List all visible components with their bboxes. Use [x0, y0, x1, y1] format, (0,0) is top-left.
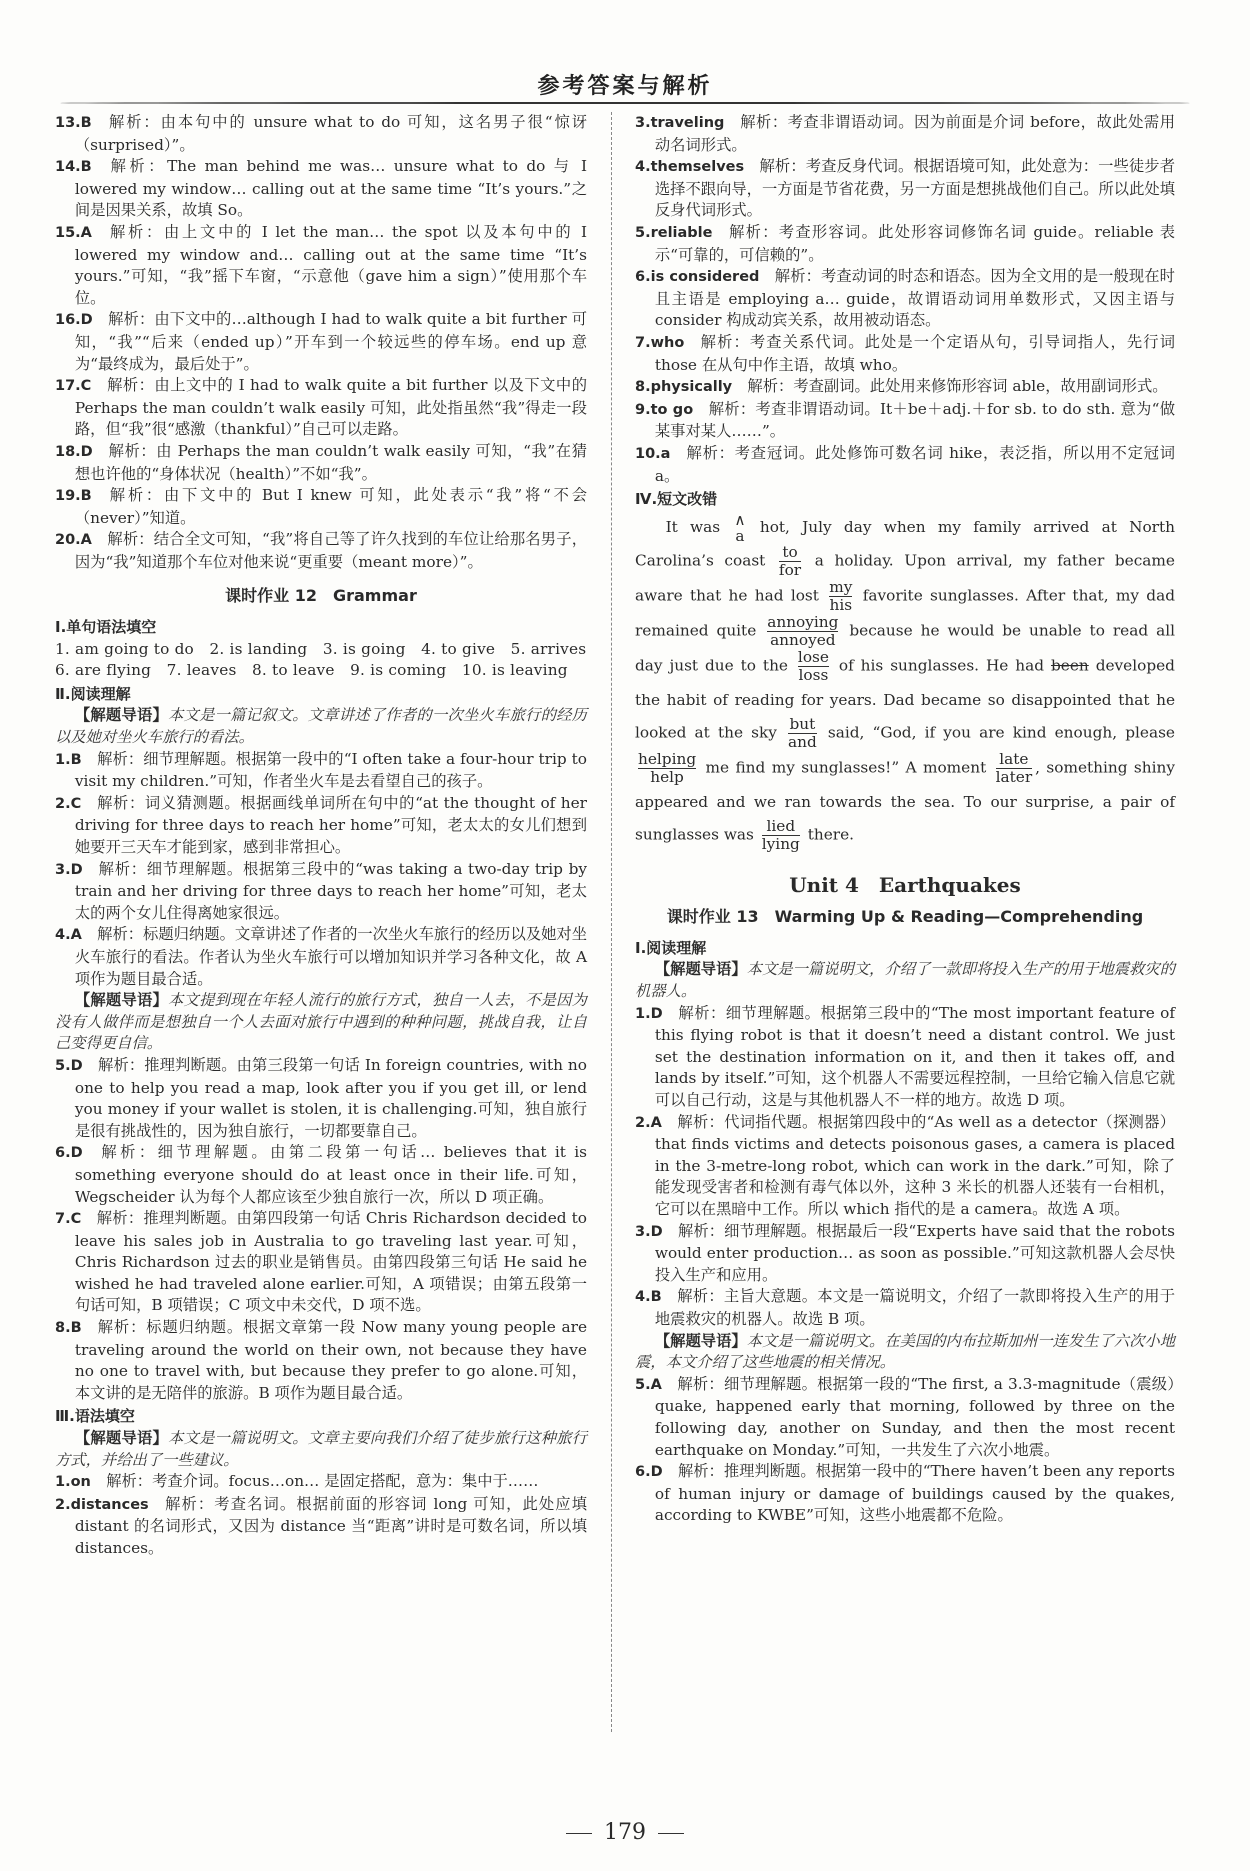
- correct-word: his: [829, 595, 853, 614]
- answer-key: 20.A: [55, 532, 92, 549]
- correction-text: of his sunglasses. He had: [838, 656, 1045, 675]
- answer-key: 13.B: [55, 115, 92, 131]
- answer-key: 7.who: [635, 334, 685, 351]
- unit-title: Unit 4 Earthquakes: [789, 872, 1021, 897]
- answer-key: 14.B: [55, 159, 92, 176]
- answer-key: 19.B: [55, 488, 92, 505]
- answer-list-reading-b: [55, 1055, 587, 1405]
- fix-2: [829, 579, 852, 614]
- answer-explanation: 解析：细节理解题。根据第一段的“The first, a 3.3-magnitude（震级）quake, happened early that morning, followed by three on the following day, another on Sunday, and then the most recent earthquake on Monday.”可知，一共发生了六次小地震。: [654, 1374, 1175, 1459]
- answer-item: [635, 399, 1175, 443]
- footer-dash: [566, 1833, 592, 1834]
- answer-explanation: 解析：由上文中的 I had to walk quite a bit further 以及下文中的 Perhaps the man couldn’t walk easily 可知，此处指虽然“我”得走一段路，但“我”很“感激（thankful）”自己可以走路。: [74, 376, 587, 439]
- fix-7: [996, 751, 1033, 786]
- answer-key: 8.B: [55, 1320, 82, 1337]
- wrong-word: to: [779, 544, 801, 562]
- answer-list-u4-b: [635, 1374, 1175, 1527]
- correction-text: because he would be unable to read all day just due to the: [635, 621, 1175, 675]
- page-footer: [0, 1822, 1250, 1844]
- header-rule: [60, 102, 1190, 104]
- lesson-12-title: 课时作业 12 Grammar: [225, 586, 417, 606]
- wrong-word: late: [996, 751, 1033, 769]
- answer-item: [635, 112, 1175, 156]
- answer-key: 8.physically: [635, 379, 733, 396]
- wrong-word: annoying: [767, 612, 839, 631]
- answer-item: [55, 1494, 587, 1560]
- answer-key: 1.D: [635, 1005, 663, 1022]
- answer-item: [635, 266, 1175, 332]
- answer-explanation: 解析：考查非谓语动词。因为前面是介词 before，故此处需用动名词形式。: [654, 113, 1175, 154]
- guide-text: 本文是一篇说明文，介绍了一款即将投入生产的用于地震救灾的机器人。: [635, 960, 1175, 1001]
- answer-list-grammar-passage: [55, 1471, 587, 1559]
- correct-word: later: [995, 767, 1033, 786]
- correct-word: annoyed: [770, 630, 836, 649]
- left-column: [55, 112, 587, 1560]
- answer-key: 3.D: [55, 861, 83, 878]
- guide-passage-1: [55, 705, 587, 748]
- guide-tag: 【解题导语】: [654, 960, 747, 979]
- answer-explanation: 解析：代词指代题。根据第四段中的“As well as a detector（探测器）that finds victims and detects poisonous gases, a camera is placed in the 3-metre-long robot, which can work in the dark.”可知，除了能发现受害者和检测有毒气体以外，这种 3 米长的机器人还装有一台相机，它可以在黑暗中工作。所以 which 指代的是 a camera。故选 A 项。: [654, 1112, 1175, 1218]
- answer-key: 15.A: [55, 224, 92, 241]
- correct-word: for: [778, 560, 802, 579]
- fix-1: [779, 544, 801, 579]
- page-number: 179: [604, 1820, 646, 1845]
- answer-item: [635, 1221, 1175, 1287]
- answer-key: 7.C: [55, 1211, 82, 1228]
- right-column: [635, 112, 1175, 1527]
- wrong-word: but: [789, 714, 816, 733]
- fix-5: [788, 716, 817, 751]
- answer-list-u4-a: [635, 1003, 1175, 1331]
- answer-explanation: 解析：标题归纳题。根据文章第一段 Now many young people are traveling around the world on their own, not because they have no one to travel with, but because they prefer to go alone.可知，本文讲的是无陪伴的旅游。B 项作为题目最合适。: [74, 1318, 587, 1402]
- answer-key: 4.B: [635, 1289, 662, 1306]
- answer-explanation: 解析：推理判断题。由第四段第一句话 Chris Richardson decided to leave his sales job in Australia to go traveling last year.可知，Chris Richardson 过去的职业是销售员。由第四段第三句话 He said he wished he had traveled alone earlier.可知，A 项错误；由第五段第一句话可知，B 项错误；C 项文中未交代，D 项不选。: [74, 1209, 587, 1315]
- answer-explanation: 解析：考查形容词。此处形容词修饰名词 guide。reliable 表示“可靠的，可信赖的”。: [654, 222, 1175, 264]
- fix-8: [762, 818, 800, 853]
- correction-text: , something shiny appeared and we ran towards the sea. To our surprise, a pair of sunglasses was: [635, 758, 1175, 844]
- lesson-13-title: 课时作业 13 Warming Up & Reading—Comprehending: [666, 907, 1144, 927]
- fix-3: [767, 614, 838, 649]
- correction-text: a holiday. Upon arrival, my father became aware that he had lost: [635, 551, 1175, 605]
- answer-item: [635, 156, 1175, 222]
- grammar-answers-line-2: 6. are flying 7. leaves 8. to leave 9. is coming 10. is leaving: [55, 661, 568, 680]
- answer-item: [635, 1374, 1175, 1461]
- answer-key: 16.D: [55, 312, 93, 329]
- answer-key: 2.A: [635, 1114, 662, 1131]
- correction-text: hot, July day when my family arrived at North Carolina’s coast: [635, 517, 1175, 570]
- answer-item: [55, 1317, 587, 1404]
- answer-item: [635, 443, 1175, 487]
- answer-explanation: 解析：考查冠词。此处修饰可数名词 hike，表泛指，所以用不定冠词 a。: [654, 443, 1175, 485]
- answer-item: [55, 1055, 587, 1142]
- answer-key: 17.C: [55, 378, 92, 395]
- answer-explanation: 解析：结合全文可知，“我”将自己等了许久找到的车位让给那名男子，因为“我”知道那个车位对他来说“更重要（meant more）”。: [74, 530, 587, 571]
- answer-key: 1.B: [55, 751, 82, 768]
- section-grammar-passage: Ⅲ.语法填空: [55, 1407, 135, 1426]
- guide-tag: 【解题导语】: [654, 1331, 747, 1350]
- answer-item: [55, 924, 587, 990]
- guide-text: 本文提到现在年轻人流行的旅行方式，独自一人去，不是因为没有人做伴而是想独自一个人去面对旅行中遇到的种种问题，挑战自我，让自己变得更自信。: [55, 991, 587, 1053]
- wrong-word: lose: [797, 647, 829, 666]
- answer-key: 6.D: [635, 1464, 663, 1481]
- answer-explanation: 解析：考查动词的时态和语态。因为全文用的是一般现在时且主语是 employing a… guide，故谓语动词用单数形式，又因主语与 consider 构成动宾关系，故用被动语态。: [654, 267, 1175, 330]
- footer-dash: [658, 1833, 684, 1834]
- guide-tag: 【解题导语】: [74, 1429, 169, 1448]
- answer-item: [635, 1461, 1175, 1527]
- answer-explanation: 解析：考查非谓语动词。It＋be＋adj.＋for sb. to do sth. 意为“做某事对某人……”。: [654, 399, 1175, 441]
- answer-item: [635, 1003, 1175, 1112]
- correct-word: lying: [761, 834, 800, 853]
- wrong-word: lied: [762, 818, 800, 836]
- answer-key: 6.D: [55, 1145, 83, 1162]
- answer-explanation: 解析：推理判断题。由第三段第一句话 In foreign countries, with no one to help you read a map, look after you if you get ill, or lend you money if your wallet is stolen, it is challenging.可知，独自旅行是很有挑战性的，因为独自旅行，一切都要靠自己。: [74, 1055, 587, 1140]
- correction-text: me find my sunglasses!” A moment: [705, 758, 987, 777]
- answer-item: [635, 1112, 1175, 1221]
- answer-item: [55, 485, 587, 529]
- answer-explanation: 解析：考查名词。根据前面的形容词 long 可知，此处应填 distant 的名词形式，又因为 distance 当“距离”讲时是可数名词，所以填 distances。: [74, 1494, 587, 1557]
- answer-item: [55, 309, 587, 375]
- answer-list-13-20: [55, 112, 587, 573]
- answer-explanation: 解析：细节理解题。根据第三段中的“The most important feature of this flying robot is that it doesn’t need a distant control. We just set the destination information on it, and then it takes off, and lands by itself.”可知，这个机器人不需要远程控制，一旦给它输入信息它就可以自己行动，这是与其他机器人不一样的地方。故选 D 项。: [654, 1003, 1175, 1110]
- answer-key: 2.distances: [55, 1496, 149, 1513]
- answer-item: [55, 529, 587, 573]
- correct-word: and: [788, 732, 817, 751]
- answer-explanation: 解析：考查介词。focus…on… 是固定搭配，意为：集中于……: [106, 1472, 539, 1491]
- correction-text: said, “God, if you are kind enough, please: [827, 723, 1175, 742]
- answer-list-grammar-passage-cont: [635, 112, 1175, 487]
- answer-key: 5.A: [635, 1376, 662, 1393]
- answer-explanation: 解析：由上文中的 I let the man… the spot 以及本句中的 I lowered my window and… calling out at the same time “It’s yours.”可知，“我”摇下车窗，“示意他（gave him a sign）”使用那个车位。: [74, 222, 587, 307]
- answer-explanation: 解析：考查反身代词。根据语境可知，此处意为：一些徒步者选择不跟向导，一方面是节省花费，另一方面是想挑战他们自己。所以此处填反身代词形式。: [654, 157, 1175, 220]
- section-reading: Ⅱ.阅读理解: [55, 684, 131, 703]
- answer-key: 3.D: [635, 1223, 663, 1240]
- answer-key: 2.C: [55, 795, 82, 812]
- guide-passage-2: [55, 990, 587, 1055]
- correction-text: there.: [807, 825, 854, 844]
- answer-item: [55, 112, 587, 156]
- section-error-correction: Ⅳ.短文改错: [635, 490, 718, 509]
- fix-6: [638, 751, 696, 786]
- correction-text: favorite sunglasses. After that, my dad remained quite: [635, 586, 1176, 640]
- insert-mark: ∧ a: [734, 510, 746, 545]
- section-grammar-fill: Ⅰ.单句语法填空: [55, 618, 157, 637]
- answer-item: [635, 1286, 1175, 1330]
- answer-explanation: 解析：推理判断题。根据第一段中的“There haven’t been any reports of human injury or damage of buildings caused by the quakes, according to KWBE”可知，这些小地震都不危险。: [654, 1462, 1175, 1525]
- answer-item: [635, 376, 1175, 399]
- answer-item: [55, 1208, 587, 1317]
- answer-item: [55, 793, 587, 859]
- answer-explanation: 解析：由 Perhaps the man couldn’t walk easily 可知，“我”在猜想也许他的“身体状况（health）”不如“我”。: [74, 441, 587, 483]
- answer-key: 6.is considered: [635, 269, 760, 286]
- answer-item: [55, 441, 587, 485]
- answer-item: [635, 332, 1175, 376]
- guide-text: 本文是一篇记叙文。文章讲述了作者的一次坐火车旅行的经历以及她对坐火车旅行的看法。: [55, 706, 587, 747]
- section-reading-u4: Ⅰ.阅读理解: [635, 938, 707, 957]
- fix-4: [798, 649, 829, 684]
- answer-item: [55, 222, 587, 309]
- answer-explanation: 解析：主旨大意题。本文是一篇说明文，介绍了一款即将投入生产的用于地震救灾的机器人。故选 B 项。: [654, 1287, 1175, 1328]
- wrong-word: my: [829, 577, 853, 596]
- grammar-answers-line-1: 1. am going to do 2. is landing 3. is going 4. to give 5. arrives: [55, 639, 587, 658]
- answer-key: 9.to go: [635, 401, 694, 418]
- answer-explanation: 解析：细节理解题。由第二段第一句话… believes that it is something everyone should do at least once in their life.可知，Wegscheider 认为每个人都应该至少独自旅行一次，所以 D 项正确。: [74, 1143, 587, 1206]
- answer-explanation: 解析：考查副词。此处用来修饰形容词 able，故用副词形式。: [747, 377, 1168, 396]
- deleted-word: been: [1051, 656, 1089, 675]
- answer-explanation: 解析：词义猜测题。根据画线单词所在句中的“at the thought of her driving for three days to reach her home”可知，老太太的女儿们想到她要开三天车才能到家，感到非常担心。: [74, 793, 587, 856]
- header-title: 参考答案与解析: [537, 74, 713, 99]
- answer-explanation: 解析：细节理解题。根据第一段中的“I often take a four-hour trip to visit my children.”可知，作者坐火车是去看望自己的孩子。: [74, 749, 587, 791]
- answer-item: [55, 1142, 587, 1208]
- answer-key: 5.D: [55, 1057, 83, 1074]
- answer-list-reading-a: [55, 749, 587, 991]
- answer-item: [55, 859, 587, 925]
- correction-text: It was: [665, 517, 721, 536]
- answer-explanation: 解析：The man behind me was… unsure what to do 与 I lowered my window… calling out at the same time “It’s yours.”之间是因果关系，故填 So。: [74, 157, 587, 220]
- wrong-word: helping: [638, 749, 697, 768]
- answer-explanation: 解析：细节理解题。根据第三段中的“was taking a two-day trip by train and her driving for three days to reach her home”可知，老太太的两个女儿住得离她家很远。: [74, 859, 587, 922]
- answer-key: 5.reliable: [635, 224, 713, 241]
- guide-tag: 【解题导语】: [74, 991, 169, 1010]
- answer-explanation: 解析：考查关系代词。此处是一个定语从句，引导词指人，先行词 those 在从句中作主语，故填 who。: [654, 332, 1175, 374]
- guide-passage-5: [635, 1331, 1175, 1374]
- guide-text: 本文是一篇说明文。文章主要向我们介绍了徒步旅行这种旅行方式，并给出了一些建议。: [55, 1429, 587, 1469]
- answer-item: [55, 1471, 587, 1494]
- answer-item: [55, 156, 587, 222]
- column-divider: [611, 112, 612, 1732]
- page-header: [0, 68, 1250, 108]
- inserted-word: a: [735, 526, 745, 545]
- answer-item: [55, 749, 587, 793]
- answer-key: 3.traveling: [635, 115, 725, 131]
- answer-key: 1.on: [55, 1474, 91, 1491]
- answer-explanation: 解析：细节理解题。根据最后一段“Experts have said that the robots would enter production… as soon as possible.”可知这款机器人会尽快投入生产和应用。: [654, 1221, 1175, 1284]
- correct-word: help: [650, 767, 684, 786]
- correct-word: loss: [798, 665, 829, 684]
- guide-passage-4: [635, 959, 1175, 1002]
- answer-key: 4.A: [55, 927, 82, 944]
- answer-key: 10.a: [635, 445, 671, 462]
- guide-passage-3: [55, 1428, 587, 1471]
- answer-key: 18.D: [55, 443, 93, 460]
- guide-tag: 【解题导语】: [74, 706, 169, 725]
- answer-explanation: 解析：由下文中的 But I knew 可知，此处表示“我”将“不会（never）”知道。: [74, 486, 587, 527]
- answer-explanation: 解析：由下文中的…although I had to walk quite a bit further 可知，“我”“后来（ended up）”开车到一个较远些的停车场。end up 意为“最终成为，最后处于”。: [74, 310, 587, 373]
- error-correction-passage: [635, 511, 1175, 853]
- answer-item: [635, 222, 1175, 266]
- answer-explanation: 解析：由本句中的 unsure what to do 可知，这名男子很“惊讶（surprised）”。: [74, 113, 587, 154]
- correction-text: developed the habit of reading for years. Dad became so disappointed that he looked at the sky: [635, 656, 1175, 742]
- answer-item: [55, 375, 587, 441]
- answer-explanation: 解析：标题归纳题。文章讲述了作者的一次坐火车旅行的经历以及她对坐火车旅行的看法。作者认为坐火车旅行可以增加知识并学习各种文化，故 A 项作为题目最合适。: [74, 925, 587, 988]
- guide-text: 本文是一篇说明文。在美国的内布拉斯加州一连发生了六次小地震，本文介绍了这些地震的相关情况。: [635, 1331, 1175, 1372]
- answer-key: 4.themselves: [635, 159, 745, 176]
